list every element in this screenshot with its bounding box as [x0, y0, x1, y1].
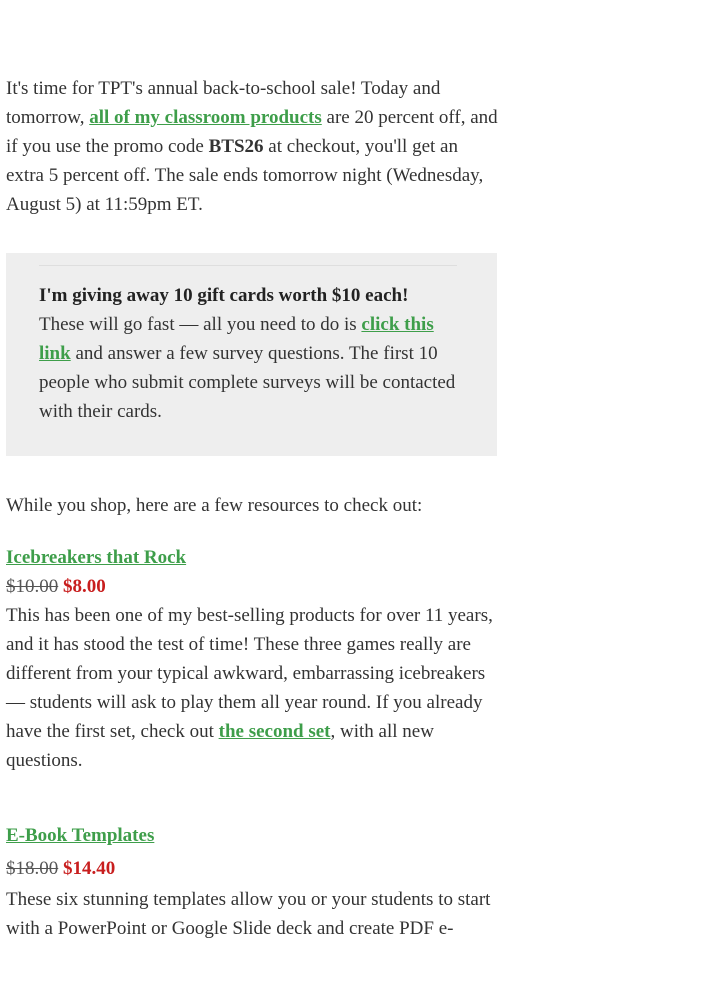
price-row	[6, 572, 500, 601]
classroom-products-link[interactable]: all of my classroom products	[89, 107, 322, 128]
product-icebreakers	[6, 543, 500, 775]
intro-text-end: at checkout, you'll get an extra 5 percent off. The sale ends tomorrow night (Wednesday, August 5) at 11:59pm ET.	[6, 136, 484, 215]
description-text-end: , with all new questions.	[6, 721, 434, 771]
product-description	[6, 601, 500, 775]
second-set-link[interactable]: the second set	[218, 721, 331, 742]
email-content	[6, 74, 500, 989]
price-row	[6, 854, 500, 883]
sale-price: $8.00	[63, 576, 106, 597]
resources-intro: While you shop, here are a few resources to check out:	[6, 495, 423, 516]
product-title-link[interactable]: Icebreakers that Rock	[6, 547, 187, 568]
callout-text-start: These will go fast — all you need to do is	[39, 314, 362, 335]
product-ebook-templates	[6, 821, 500, 943]
callout-body	[6, 266, 497, 426]
original-price: $10.00	[6, 576, 59, 597]
intro-text-start: It's time for TPT's annual back-to-school sale! Today and tomorrow,	[6, 78, 441, 128]
intro-paragraph	[6, 74, 500, 219]
intro-text-middle: are 20 percent off, and if you use the promo code	[6, 107, 498, 157]
callout-text-end: and answer a few survey questions. The first 10 people who submit complete surveys will be contacted with their cards.	[39, 343, 456, 422]
gift-card-callout	[6, 253, 497, 456]
promo-code: BTS26	[208, 136, 264, 157]
callout-heading: I'm giving away 10 gift cards worth $10 each!	[39, 285, 409, 306]
product-description: These six stunning templates allow you or your students to start with a PowerPoint or Google Slide deck and create PDF e-	[6, 889, 491, 939]
product-title-link[interactable]: E-Book Templates	[6, 825, 155, 846]
description-text-start: This has been one of my best-selling products for over 11 years, and it has stood the test of time! These three games really are different from your typical awkward, embarrassing icebreakers — students will ask to play them all year round. If you already have the first set, check out	[6, 605, 493, 742]
sale-price: $14.40	[63, 858, 116, 879]
survey-link[interactable]: click this link	[39, 314, 434, 364]
original-price: $18.00	[6, 858, 59, 879]
